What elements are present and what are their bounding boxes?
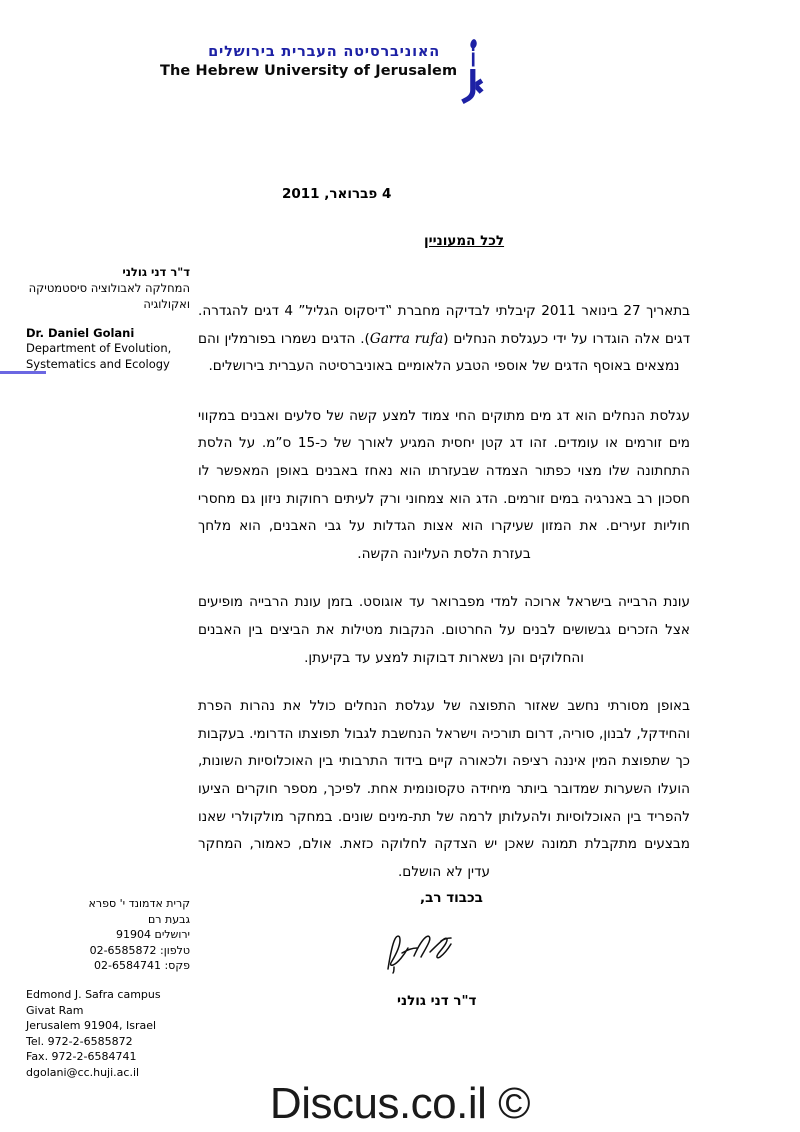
footer-address-block xyxy=(8,896,190,1081)
sender-english xyxy=(8,326,190,374)
footer-he-fax: פקס: 02-6584741 xyxy=(94,959,190,973)
body-paragraph-3: עונת הרבייה בישראל ארוכה למדי מפברואר עד אוגוסט. בזמן עונת הרבייה מופיעים אצל הזכרים גבשושים לבנים על החרטום. הנקבות מטילות את הביצים בין האבנים והחלוקים והן נשארות דבוקות למצע עד בקיעתן. xyxy=(198,594,690,666)
sidebar-divider-rule xyxy=(0,371,46,374)
sender-name-hebrew: ד"ר דני גולני xyxy=(122,265,190,279)
hebrew-university-torch-logo-icon xyxy=(450,38,498,106)
footer-en-phone: Tel. 972-2-6585872 xyxy=(26,1034,133,1048)
sender-department-english-line2: Systematics and Ecology xyxy=(26,357,170,372)
footer-en-line: Jerusalem 91904, Israel xyxy=(26,1019,157,1033)
footer-he-line: קרית אדמונד י' ספרא xyxy=(88,897,190,910)
body-paragraph-4: באופן מסורתי נחשב שאזור התפוצה של עגלסת הנחלים כולל את נהרות הפרת והחידקל, לבנון, סוריה, דרום תורכיה וישראל הנחשבת לגבול תפוצתו הדרומי. בעקבות כך שתפוצת המין איננה רציפה ולכאורה קיים בידוד התרבותי בין האוכלוסיות השונות, הועלו השערות שמדובר ביותר מיחידה טקסונומית אחת. לפיכך, מספר חוקרים הציעו להפריד בין האוכלוסיות ולהעלותן לרמה של תת-מינים שונים. במחקר מולקולרי שאנו מבצעים מתקבלת תמונה שאכן יש הצדקה לחלוקה כזאת. אולם, כאמור, המחקר עדין לא הושלם. xyxy=(198,698,690,880)
signer-name: ד"ר דני גולני xyxy=(397,993,477,1009)
letterhead xyxy=(160,38,498,108)
body-paragraph-1 xyxy=(198,298,690,381)
letter-body xyxy=(198,298,690,905)
footer-en-line: Givat Ram xyxy=(26,1003,84,1017)
scientific-name-garra-rufa: Garra rufa xyxy=(369,330,444,347)
letterhead-text xyxy=(160,44,458,81)
body-paragraph-2: עגלסת הנחלים הוא דג מים מתוקים החי צמוד למצע קשה של סלעים ואבנים במקווי מים זורמים או עומדים. זהו דג קטן יחסית המגיע לאורך של כ-15 ס”מ. על הלסת התחתונה שלו מצוי כפתור הצמדה שבעזרתו הוא נאחז באבנים באופן המאפשר לו חסכון רב באנרגיה במים זורמים. הדג הוא צמחוני ורק לעיתים רחוקות ניזון גם מחסרי חוליות זעירים. את המזון שעיקרו הוא אצות הגדלות על גבי האבנים, הוא מלחך בעזרת הלסת העליונה הקשה. xyxy=(198,407,690,562)
sender-department-hebrew-line2: ואקולוגיה xyxy=(143,296,190,311)
footer-he-line: ירושלים 91904 xyxy=(116,928,190,942)
sender-hebrew xyxy=(8,265,190,313)
letterhead-english-title: The Hebrew University of Jerusalem xyxy=(160,63,458,80)
footer-en-line: Edmond J. Safra campus xyxy=(26,988,161,1002)
body-paragraph-1-part-a: בתאריך 27 בינואר 2011 קיבלתי לבדיקה מחברת ‟דיסקוס הגליל” 4 דגים להגדרה. דגים אלה הוגדרו על ידי כעגלסת הנחלים ( xyxy=(198,303,690,347)
footer-he-phone: טלפון: 02-6585872 xyxy=(89,943,190,957)
handwritten-signature-icon xyxy=(378,923,468,975)
letter-salutation: לכל המעוניין xyxy=(424,233,505,249)
letter-date: 4 פברואר, 2011 xyxy=(282,186,392,202)
footer-address-hebrew xyxy=(8,896,190,974)
sender-department-hebrew-line1: המחלקה לאבולוציה סיסטמטיקה xyxy=(28,280,190,295)
sender-name-english: Dr. Daniel Golani xyxy=(26,325,135,340)
footer-he-line: גבעת רם xyxy=(147,912,190,926)
watermark: Discus.co.il © xyxy=(269,1079,531,1128)
letterhead-hebrew-title: האוניברסיטה העברית בירושלים xyxy=(208,44,440,60)
sender-department-english-line1: Department of Evolution, xyxy=(26,341,172,356)
sender-identity-block xyxy=(8,265,190,373)
body-paragraph-1-part-b: ). הדגים נשמרו בפורמלין והם נמצאים באוסף הדגים של אוספי הטבע הלאומיים באוניברסיטה העברית בירושלים. xyxy=(198,330,680,375)
closing-salutation: בכבוד רב, xyxy=(420,890,483,906)
footer-en-fax: Fax. 972-2-6584741 xyxy=(26,1050,137,1064)
footer-address-english xyxy=(8,987,190,1081)
footer-en-email: dgolani@cc.huji.ac.il xyxy=(26,1066,140,1080)
